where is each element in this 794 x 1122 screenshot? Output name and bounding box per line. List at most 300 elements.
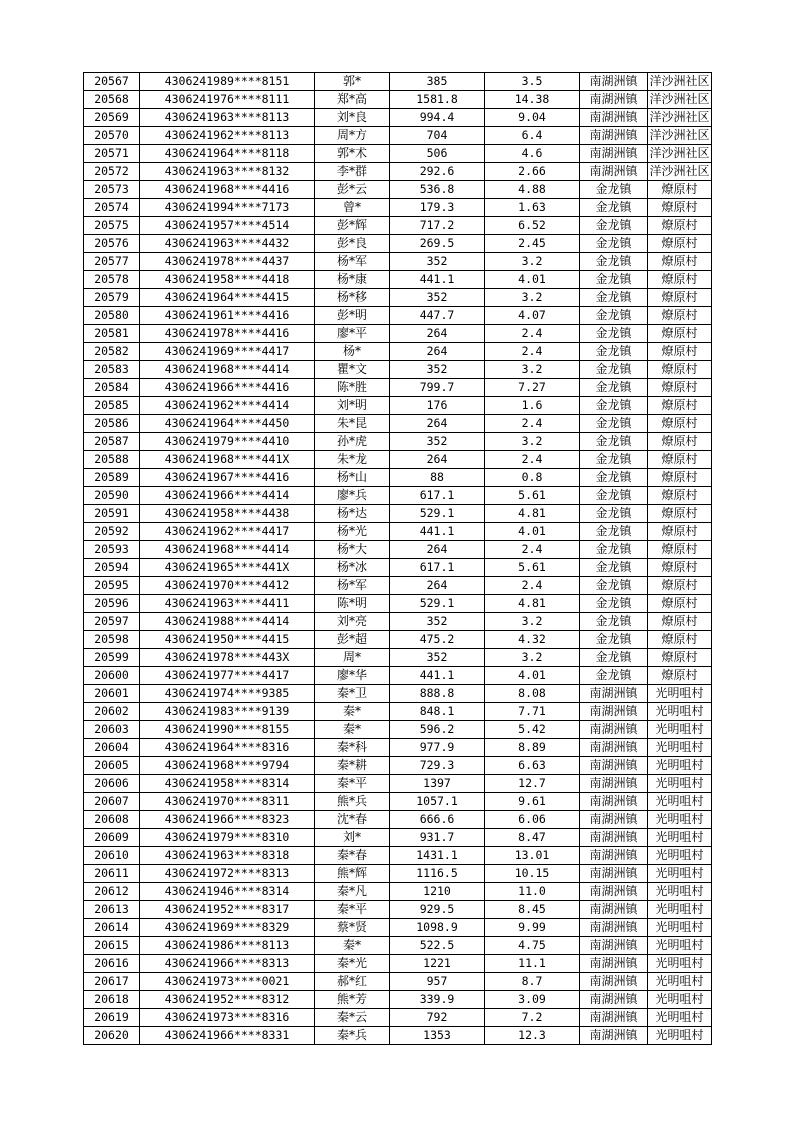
amount-cell: 339.9 bbox=[390, 991, 485, 1009]
amount-cell: 475.2 bbox=[390, 631, 485, 649]
town-cell: 南湖洲镇 bbox=[580, 1009, 648, 1027]
table-row bbox=[84, 649, 712, 667]
id-number-cell: 4306241978****4437 bbox=[140, 253, 315, 271]
id-number-cell: 4306241962****4414 bbox=[140, 397, 315, 415]
quantity-cell: 2.4 bbox=[485, 577, 580, 595]
town-cell: 金龙镇 bbox=[580, 631, 648, 649]
amount-cell: 385 bbox=[390, 73, 485, 91]
id-number-cell: 4306241966****4416 bbox=[140, 379, 315, 397]
amount-cell: 1057.1 bbox=[390, 793, 485, 811]
table-row bbox=[84, 415, 712, 433]
town-cell: 金龙镇 bbox=[580, 595, 648, 613]
village-cell: 光明咀村 bbox=[648, 937, 712, 955]
id-number-cell: 4306241968****441X bbox=[140, 451, 315, 469]
name-cell: 秦*春 bbox=[315, 847, 390, 865]
quantity-cell: 3.2 bbox=[485, 649, 580, 667]
id-number-cell: 4306241963****4411 bbox=[140, 595, 315, 613]
name-cell: 杨*达 bbox=[315, 505, 390, 523]
village-cell: 燎原村 bbox=[648, 577, 712, 595]
village-cell: 燎原村 bbox=[648, 649, 712, 667]
name-cell: 杨*康 bbox=[315, 271, 390, 289]
name-cell: 彭*辉 bbox=[315, 217, 390, 235]
id-number-cell: 4306241963****8132 bbox=[140, 163, 315, 181]
town-cell: 金龙镇 bbox=[580, 217, 648, 235]
amount-cell: 352 bbox=[390, 289, 485, 307]
serial-cell: 20575 bbox=[84, 217, 140, 235]
town-cell: 金龙镇 bbox=[580, 397, 648, 415]
serial-cell: 20567 bbox=[84, 73, 140, 91]
id-number-cell: 4306241963****8113 bbox=[140, 109, 315, 127]
village-cell: 燎原村 bbox=[648, 343, 712, 361]
table-body bbox=[84, 73, 712, 1045]
table-row bbox=[84, 811, 712, 829]
table-row bbox=[84, 181, 712, 199]
town-cell: 南湖洲镇 bbox=[580, 793, 648, 811]
quantity-cell: 4.01 bbox=[485, 667, 580, 685]
serial-cell: 20607 bbox=[84, 793, 140, 811]
amount-cell: 792 bbox=[390, 1009, 485, 1027]
town-cell: 金龙镇 bbox=[580, 235, 648, 253]
serial-cell: 20587 bbox=[84, 433, 140, 451]
quantity-cell: 0.8 bbox=[485, 469, 580, 487]
amount-cell: 1397 bbox=[390, 775, 485, 793]
village-cell: 光明咀村 bbox=[648, 739, 712, 757]
amount-cell: 666.6 bbox=[390, 811, 485, 829]
id-number-cell: 4306241977****4417 bbox=[140, 667, 315, 685]
village-cell: 燎原村 bbox=[648, 469, 712, 487]
name-cell: 秦*科 bbox=[315, 739, 390, 757]
serial-cell: 20585 bbox=[84, 397, 140, 415]
amount-cell: 1221 bbox=[390, 955, 485, 973]
quantity-cell: 12.3 bbox=[485, 1027, 580, 1045]
town-cell: 南湖洲镇 bbox=[580, 919, 648, 937]
amount-cell: 617.1 bbox=[390, 559, 485, 577]
serial-cell: 20602 bbox=[84, 703, 140, 721]
quantity-cell: 6.63 bbox=[485, 757, 580, 775]
town-cell: 金龙镇 bbox=[580, 559, 648, 577]
id-number-cell: 4306241964****4415 bbox=[140, 289, 315, 307]
town-cell: 金龙镇 bbox=[580, 505, 648, 523]
serial-cell: 20606 bbox=[84, 775, 140, 793]
town-cell: 南湖洲镇 bbox=[580, 127, 648, 145]
village-cell: 燎原村 bbox=[648, 235, 712, 253]
village-cell: 燎原村 bbox=[648, 379, 712, 397]
village-cell: 光明咀村 bbox=[648, 991, 712, 1009]
quantity-cell: 7.71 bbox=[485, 703, 580, 721]
serial-cell: 20604 bbox=[84, 739, 140, 757]
name-cell: 刘*良 bbox=[315, 109, 390, 127]
table-row bbox=[84, 541, 712, 559]
amount-cell: 929.5 bbox=[390, 901, 485, 919]
amount-cell: 1116.5 bbox=[390, 865, 485, 883]
name-cell: 刘*亮 bbox=[315, 613, 390, 631]
table-row bbox=[84, 451, 712, 469]
town-cell: 金龙镇 bbox=[580, 199, 648, 217]
amount-cell: 264 bbox=[390, 343, 485, 361]
serial-cell: 20613 bbox=[84, 901, 140, 919]
name-cell: 朱*昆 bbox=[315, 415, 390, 433]
town-cell: 南湖洲镇 bbox=[580, 811, 648, 829]
serial-cell: 20612 bbox=[84, 883, 140, 901]
data-table bbox=[83, 72, 712, 1045]
id-number-cell: 4306241978****443X bbox=[140, 649, 315, 667]
amount-cell: 717.2 bbox=[390, 217, 485, 235]
id-number-cell: 4306241962****8113 bbox=[140, 127, 315, 145]
serial-cell: 20586 bbox=[84, 415, 140, 433]
name-cell: 熊*辉 bbox=[315, 865, 390, 883]
table-row bbox=[84, 253, 712, 271]
table-row bbox=[84, 397, 712, 415]
amount-cell: 352 bbox=[390, 649, 485, 667]
village-cell: 燎原村 bbox=[648, 181, 712, 199]
quantity-cell: 2.45 bbox=[485, 235, 580, 253]
town-cell: 南湖洲镇 bbox=[580, 991, 648, 1009]
quantity-cell: 11.1 bbox=[485, 955, 580, 973]
name-cell: 秦*云 bbox=[315, 1009, 390, 1027]
serial-cell: 20588 bbox=[84, 451, 140, 469]
village-cell: 洋沙洲社区 bbox=[648, 145, 712, 163]
town-cell: 南湖洲镇 bbox=[580, 73, 648, 91]
serial-cell: 20600 bbox=[84, 667, 140, 685]
table-row bbox=[84, 289, 712, 307]
table-row bbox=[84, 991, 712, 1009]
serial-cell: 20570 bbox=[84, 127, 140, 145]
id-number-cell: 4306241974****9385 bbox=[140, 685, 315, 703]
id-number-cell: 4306241958****4418 bbox=[140, 271, 315, 289]
serial-cell: 20573 bbox=[84, 181, 140, 199]
quantity-cell: 9.04 bbox=[485, 109, 580, 127]
amount-cell: 176 bbox=[390, 397, 485, 415]
town-cell: 金龙镇 bbox=[580, 487, 648, 505]
id-number-cell: 4306241962****4417 bbox=[140, 523, 315, 541]
town-cell: 金龙镇 bbox=[580, 649, 648, 667]
village-cell: 燎原村 bbox=[648, 451, 712, 469]
id-number-cell: 4306241964****8118 bbox=[140, 145, 315, 163]
serial-cell: 20592 bbox=[84, 523, 140, 541]
id-number-cell: 4306241964****8316 bbox=[140, 739, 315, 757]
name-cell: 熊*芳 bbox=[315, 991, 390, 1009]
village-cell: 光明咀村 bbox=[648, 919, 712, 937]
town-cell: 南湖洲镇 bbox=[580, 109, 648, 127]
serial-cell: 20603 bbox=[84, 721, 140, 739]
town-cell: 金龙镇 bbox=[580, 289, 648, 307]
amount-cell: 1353 bbox=[390, 1027, 485, 1045]
id-number-cell: 4306241966****8313 bbox=[140, 955, 315, 973]
table-row bbox=[84, 145, 712, 163]
amount-cell: 441.1 bbox=[390, 667, 485, 685]
id-number-cell: 4306241952****8317 bbox=[140, 901, 315, 919]
name-cell: 曾* bbox=[315, 199, 390, 217]
name-cell: 秦* bbox=[315, 703, 390, 721]
quantity-cell: 8.45 bbox=[485, 901, 580, 919]
name-cell: 陈*明 bbox=[315, 595, 390, 613]
quantity-cell: 2.66 bbox=[485, 163, 580, 181]
town-cell: 金龙镇 bbox=[580, 433, 648, 451]
amount-cell: 264 bbox=[390, 577, 485, 595]
amount-cell: 269.5 bbox=[390, 235, 485, 253]
quantity-cell: 3.2 bbox=[485, 361, 580, 379]
amount-cell: 977.9 bbox=[390, 739, 485, 757]
quantity-cell: 1.6 bbox=[485, 397, 580, 415]
serial-cell: 20618 bbox=[84, 991, 140, 1009]
quantity-cell: 9.61 bbox=[485, 793, 580, 811]
village-cell: 光明咀村 bbox=[648, 1009, 712, 1027]
name-cell: 杨* bbox=[315, 343, 390, 361]
table-row bbox=[84, 271, 712, 289]
serial-cell: 20605 bbox=[84, 757, 140, 775]
id-number-cell: 4306241972****8313 bbox=[140, 865, 315, 883]
amount-cell: 506 bbox=[390, 145, 485, 163]
name-cell: 郭* bbox=[315, 73, 390, 91]
table-row bbox=[84, 955, 712, 973]
name-cell: 杨*军 bbox=[315, 577, 390, 595]
quantity-cell: 6.4 bbox=[485, 127, 580, 145]
town-cell: 金龙镇 bbox=[580, 577, 648, 595]
id-number-cell: 4306241983****9139 bbox=[140, 703, 315, 721]
amount-cell: 529.1 bbox=[390, 595, 485, 613]
name-cell: 秦*平 bbox=[315, 901, 390, 919]
id-number-cell: 4306241969****8329 bbox=[140, 919, 315, 937]
table-row bbox=[84, 901, 712, 919]
quantity-cell: 3.2 bbox=[485, 433, 580, 451]
quantity-cell: 4.81 bbox=[485, 505, 580, 523]
serial-cell: 20569 bbox=[84, 109, 140, 127]
village-cell: 燎原村 bbox=[648, 271, 712, 289]
table-row bbox=[84, 757, 712, 775]
table-row bbox=[84, 127, 712, 145]
id-number-cell: 4306241968****4416 bbox=[140, 181, 315, 199]
village-cell: 洋沙洲社区 bbox=[648, 73, 712, 91]
town-cell: 南湖洲镇 bbox=[580, 865, 648, 883]
amount-cell: 1210 bbox=[390, 883, 485, 901]
quantity-cell: 2.4 bbox=[485, 415, 580, 433]
town-cell: 南湖洲镇 bbox=[580, 847, 648, 865]
id-number-cell: 4306241968****4414 bbox=[140, 361, 315, 379]
village-cell: 光明咀村 bbox=[648, 811, 712, 829]
village-cell: 燎原村 bbox=[648, 595, 712, 613]
serial-cell: 20572 bbox=[84, 163, 140, 181]
table-row bbox=[84, 73, 712, 91]
village-cell: 燎原村 bbox=[648, 433, 712, 451]
serial-cell: 20594 bbox=[84, 559, 140, 577]
table-row bbox=[84, 91, 712, 109]
village-cell: 燎原村 bbox=[648, 289, 712, 307]
serial-cell: 20589 bbox=[84, 469, 140, 487]
quantity-cell: 4.32 bbox=[485, 631, 580, 649]
id-number-cell: 4306241968****4414 bbox=[140, 541, 315, 559]
quantity-cell: 3.2 bbox=[485, 613, 580, 631]
table-row bbox=[84, 865, 712, 883]
name-cell: 杨*军 bbox=[315, 253, 390, 271]
name-cell: 周*方 bbox=[315, 127, 390, 145]
town-cell: 金龙镇 bbox=[580, 541, 648, 559]
name-cell: 秦*耕 bbox=[315, 757, 390, 775]
village-cell: 燎原村 bbox=[648, 505, 712, 523]
town-cell: 南湖洲镇 bbox=[580, 721, 648, 739]
table-row bbox=[84, 199, 712, 217]
name-cell: 杨*大 bbox=[315, 541, 390, 559]
town-cell: 金龙镇 bbox=[580, 415, 648, 433]
table-row bbox=[84, 631, 712, 649]
town-cell: 金龙镇 bbox=[580, 343, 648, 361]
village-cell: 燎原村 bbox=[648, 613, 712, 631]
name-cell: 廖*平 bbox=[315, 325, 390, 343]
serial-cell: 20568 bbox=[84, 91, 140, 109]
name-cell: 秦*平 bbox=[315, 775, 390, 793]
name-cell: 刘* bbox=[315, 829, 390, 847]
id-number-cell: 4306241969****4417 bbox=[140, 343, 315, 361]
amount-cell: 352 bbox=[390, 253, 485, 271]
amount-cell: 729.3 bbox=[390, 757, 485, 775]
village-cell: 燎原村 bbox=[648, 523, 712, 541]
name-cell: 彭*云 bbox=[315, 181, 390, 199]
quantity-cell: 6.52 bbox=[485, 217, 580, 235]
id-number-cell: 4306241966****8331 bbox=[140, 1027, 315, 1045]
amount-cell: 352 bbox=[390, 613, 485, 631]
id-number-cell: 4306241963****4432 bbox=[140, 235, 315, 253]
serial-cell: 20601 bbox=[84, 685, 140, 703]
name-cell: 秦* bbox=[315, 937, 390, 955]
name-cell: 彭*良 bbox=[315, 235, 390, 253]
serial-cell: 20582 bbox=[84, 343, 140, 361]
name-cell: 郝*红 bbox=[315, 973, 390, 991]
town-cell: 金龙镇 bbox=[580, 451, 648, 469]
id-number-cell: 4306241966****8323 bbox=[140, 811, 315, 829]
quantity-cell: 14.38 bbox=[485, 91, 580, 109]
table-row bbox=[84, 523, 712, 541]
town-cell: 南湖洲镇 bbox=[580, 973, 648, 991]
serial-cell: 20576 bbox=[84, 235, 140, 253]
amount-cell: 596.2 bbox=[390, 721, 485, 739]
village-cell: 洋沙洲社区 bbox=[648, 163, 712, 181]
serial-cell: 20610 bbox=[84, 847, 140, 865]
town-cell: 金龙镇 bbox=[580, 325, 648, 343]
quantity-cell: 8.08 bbox=[485, 685, 580, 703]
amount-cell: 799.7 bbox=[390, 379, 485, 397]
town-cell: 南湖洲镇 bbox=[580, 775, 648, 793]
table-row bbox=[84, 667, 712, 685]
id-number-cell: 4306241957****4514 bbox=[140, 217, 315, 235]
table-row bbox=[84, 721, 712, 739]
serial-cell: 20611 bbox=[84, 865, 140, 883]
name-cell: 廖*兵 bbox=[315, 487, 390, 505]
quantity-cell: 4.81 bbox=[485, 595, 580, 613]
amount-cell: 1431.1 bbox=[390, 847, 485, 865]
table-row bbox=[84, 973, 712, 991]
serial-cell: 20617 bbox=[84, 973, 140, 991]
amount-cell: 447.7 bbox=[390, 307, 485, 325]
serial-cell: 20615 bbox=[84, 937, 140, 955]
table-row bbox=[84, 703, 712, 721]
serial-cell: 20583 bbox=[84, 361, 140, 379]
town-cell: 金龙镇 bbox=[580, 253, 648, 271]
amount-cell: 848.1 bbox=[390, 703, 485, 721]
name-cell: 刘*明 bbox=[315, 397, 390, 415]
village-cell: 光明咀村 bbox=[648, 829, 712, 847]
amount-cell: 88 bbox=[390, 469, 485, 487]
quantity-cell: 9.99 bbox=[485, 919, 580, 937]
serial-cell: 20591 bbox=[84, 505, 140, 523]
village-cell: 燎原村 bbox=[648, 325, 712, 343]
town-cell: 南湖洲镇 bbox=[580, 145, 648, 163]
quantity-cell: 4.75 bbox=[485, 937, 580, 955]
quantity-cell: 3.2 bbox=[485, 289, 580, 307]
name-cell: 秦*兵 bbox=[315, 1027, 390, 1045]
table-row bbox=[84, 1027, 712, 1045]
name-cell: 杨*冰 bbox=[315, 559, 390, 577]
village-cell: 光明咀村 bbox=[648, 757, 712, 775]
id-number-cell: 4306241986****8113 bbox=[140, 937, 315, 955]
id-number-cell: 4306241952****8312 bbox=[140, 991, 315, 1009]
id-number-cell: 4306241963****8318 bbox=[140, 847, 315, 865]
village-cell: 洋沙洲社区 bbox=[648, 127, 712, 145]
name-cell: 郑*高 bbox=[315, 91, 390, 109]
serial-cell: 20580 bbox=[84, 307, 140, 325]
village-cell: 燎原村 bbox=[648, 253, 712, 271]
quantity-cell: 8.7 bbox=[485, 973, 580, 991]
quantity-cell: 3.09 bbox=[485, 991, 580, 1009]
town-cell: 金龙镇 bbox=[580, 307, 648, 325]
quantity-cell: 5.61 bbox=[485, 487, 580, 505]
name-cell: 熊*兵 bbox=[315, 793, 390, 811]
table-row bbox=[84, 109, 712, 127]
table-row bbox=[84, 577, 712, 595]
id-number-cell: 4306241964****4450 bbox=[140, 415, 315, 433]
serial-cell: 20619 bbox=[84, 1009, 140, 1027]
table-row bbox=[84, 343, 712, 361]
table-row bbox=[84, 163, 712, 181]
town-cell: 金龙镇 bbox=[580, 379, 648, 397]
serial-cell: 20616 bbox=[84, 955, 140, 973]
serial-cell: 20597 bbox=[84, 613, 140, 631]
table-row bbox=[84, 829, 712, 847]
name-cell: 郭*术 bbox=[315, 145, 390, 163]
name-cell: 杨*移 bbox=[315, 289, 390, 307]
serial-cell: 20578 bbox=[84, 271, 140, 289]
town-cell: 南湖洲镇 bbox=[580, 163, 648, 181]
village-cell: 燎原村 bbox=[648, 415, 712, 433]
amount-cell: 292.6 bbox=[390, 163, 485, 181]
table-row bbox=[84, 469, 712, 487]
id-number-cell: 4306241968****9794 bbox=[140, 757, 315, 775]
village-cell: 洋沙洲社区 bbox=[648, 91, 712, 109]
village-cell: 燎原村 bbox=[648, 307, 712, 325]
amount-cell: 352 bbox=[390, 433, 485, 451]
serial-cell: 20581 bbox=[84, 325, 140, 343]
amount-cell: 441.1 bbox=[390, 523, 485, 541]
village-cell: 光明咀村 bbox=[648, 775, 712, 793]
name-cell: 秦*凡 bbox=[315, 883, 390, 901]
quantity-cell: 10.15 bbox=[485, 865, 580, 883]
village-cell: 燎原村 bbox=[648, 487, 712, 505]
table-row bbox=[84, 361, 712, 379]
id-number-cell: 4306241961****4416 bbox=[140, 307, 315, 325]
quantity-cell: 4.01 bbox=[485, 271, 580, 289]
quantity-cell: 7.27 bbox=[485, 379, 580, 397]
village-cell: 燎原村 bbox=[648, 397, 712, 415]
village-cell: 光明咀村 bbox=[648, 793, 712, 811]
serial-cell: 20593 bbox=[84, 541, 140, 559]
serial-cell: 20614 bbox=[84, 919, 140, 937]
amount-cell: 264 bbox=[390, 325, 485, 343]
id-number-cell: 4306241973****8316 bbox=[140, 1009, 315, 1027]
town-cell: 南湖洲镇 bbox=[580, 883, 648, 901]
id-number-cell: 4306241958****8314 bbox=[140, 775, 315, 793]
amount-cell: 931.7 bbox=[390, 829, 485, 847]
quantity-cell: 3.5 bbox=[485, 73, 580, 91]
amount-cell: 617.1 bbox=[390, 487, 485, 505]
village-cell: 光明咀村 bbox=[648, 847, 712, 865]
